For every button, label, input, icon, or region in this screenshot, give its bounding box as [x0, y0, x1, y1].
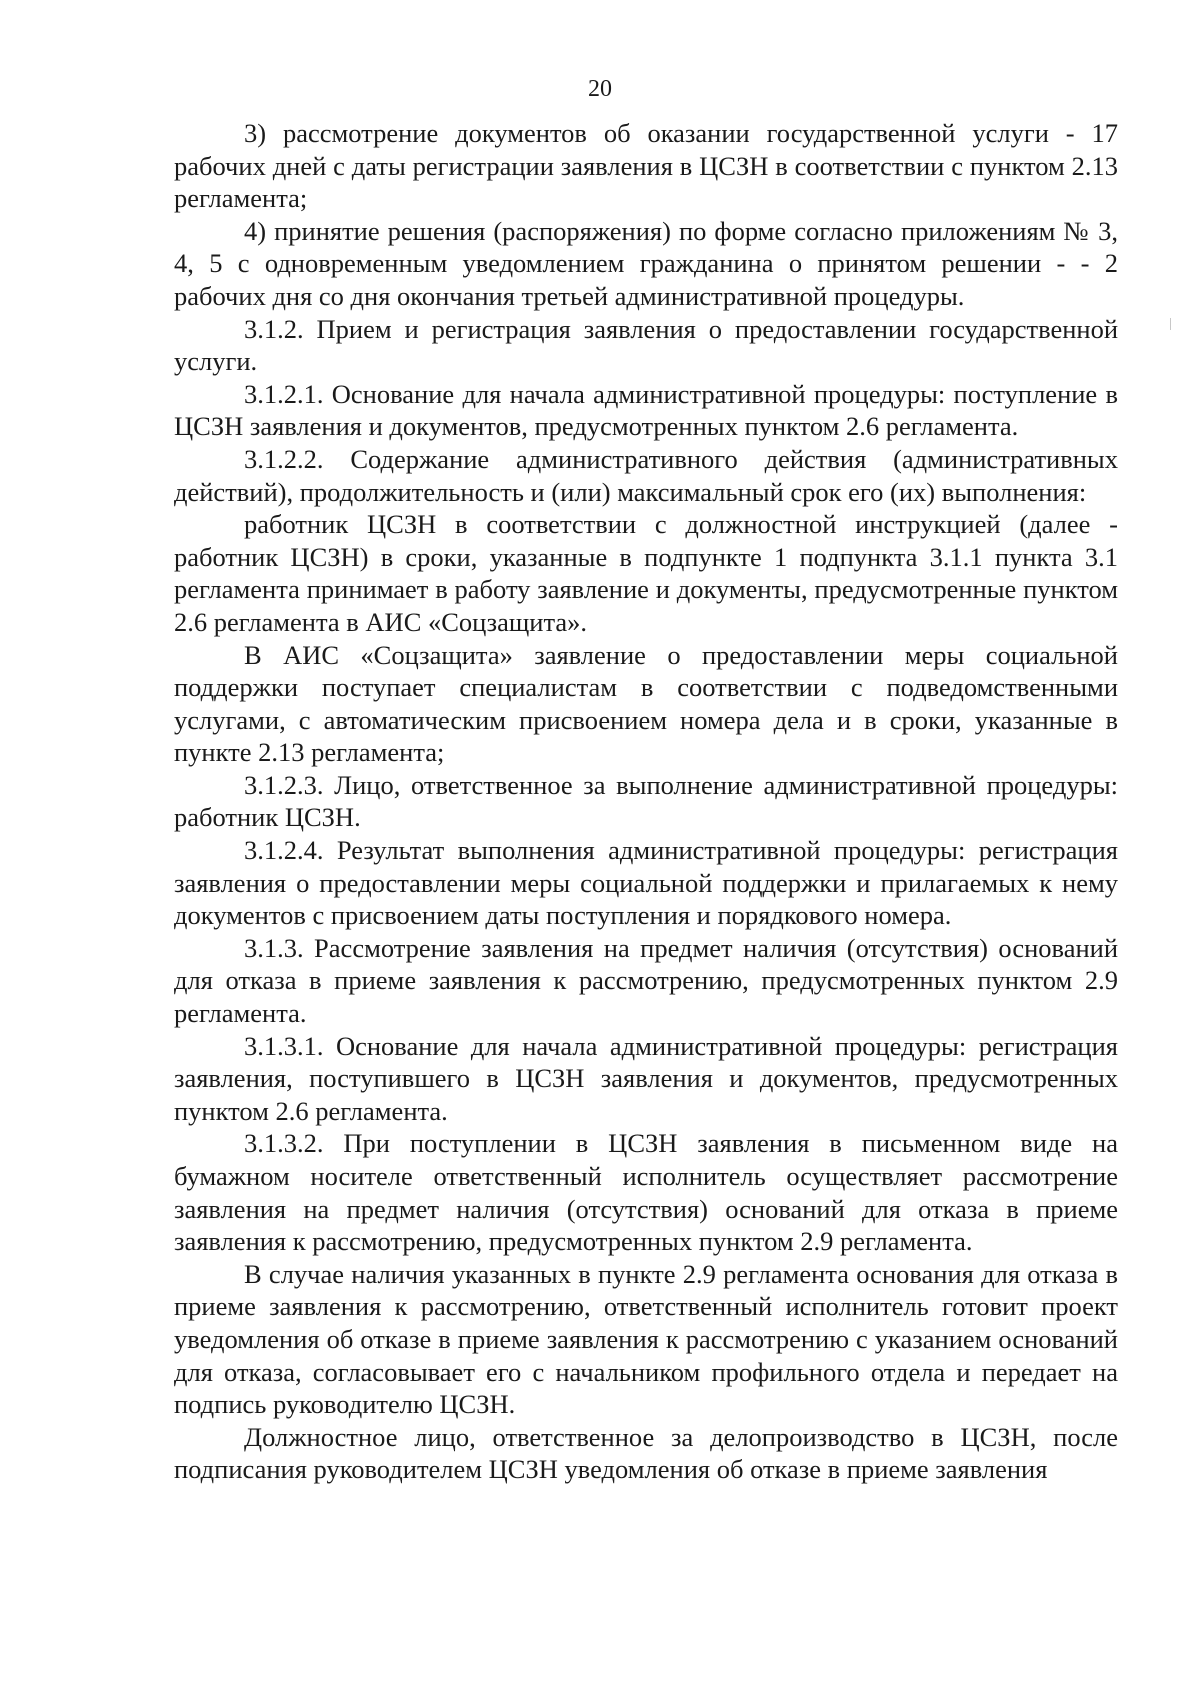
- paragraph-3-1-3: 3.1.3. Рассмотрение заявления на предмет наличия (отсутствия) оснований для отказа в приеме заявления к рассмотрению, предусмотренных пунктом 2.9 регламента.: [174, 932, 1118, 1029]
- paragraph-item-4: 4) принятие решения (распоряжения) по форме согласно приложениям № 3, 4, 5 с одновременным уведомлением гражданина о принятом решении - - 2 рабочих дня со дня окончания третьей административной процедуры.: [174, 215, 1118, 311]
- paragraph-3-1-3-2: 3.1.3.2. При поступлении в ЦСЗН заявления в письменном виде на бумажном носителе ответственный исполнитель осуществляет рассмотрение заявления на предмет наличия (отсутствия) оснований для отказа в приеме заявления к рассмотрению, предусмотренных пунктом 2.9 регламента.: [174, 1128, 1118, 1257]
- paragraph-3-1-2-1: 3.1.2.1. Основание для начала административной процедуры: поступление в ЦСЗН заявления и документов, предусмотренных пунктом 2.6 регламента.: [174, 378, 1118, 442]
- paragraph-worker-duties: работник ЦСЗН в соответствии с должностной инструкцией (далее - работник ЦСЗН) в сроки, указанные в подпункте 1 подпункта 3.1.1 пункта 3.1 регламента принимает в работу заявление и документы, предусмотренные пунктом 2.6 регламента в АИС «Соцзащита».: [174, 509, 1118, 637]
- document-body: [174, 117, 1118, 1486]
- page-number: 20: [588, 76, 612, 102]
- paragraph-refusal-case: В случае наличия указанных в пункте 2.9 регламента основания для отказа в приеме заявления к рассмотрению, ответственный исполнитель готовит проект уведомления об отказе в приеме заявления к рассмотрению с указанием оснований для отказа, согласовывает его с начальником профильного отдела и передает на подпись руководителю ЦСЗН.: [174, 1258, 1118, 1420]
- paragraph-official-person: Должностное лицо, ответственное за делопроизводство в ЦСЗН, после подписания руководителем ЦСЗН уведомления об отказе в приеме заявления: [174, 1421, 1118, 1485]
- paragraph-3-1-2-3: 3.1.2.3. Лицо, ответственное за выполнение административной процедуры: работник ЦСЗН.: [174, 769, 1118, 833]
- paragraph-3-1-3-1: 3.1.3.1. Основание для начала административной процедуры: регистрация заявления, поступившего в ЦСЗН заявления и документов, предусмотренных пунктом 2.6 регламента.: [174, 1030, 1118, 1126]
- paragraph-3-1-2-4: 3.1.2.4. Результат выполнения административной процедуры: регистрация заявления о предоставлении меры социальной поддержки и прилагаемых к нему документов с присвоением даты поступления и порядкового номера.: [174, 835, 1118, 931]
- paragraph-ais-socprotection: В АИС «Соцзащита» заявление о предоставлении меры социальной поддержки поступает специалистам в соответствии с подведомственными услугами, с автоматическим присвоением номера дела и в сроки, указанные в пункте 2.13 регламента;: [174, 639, 1118, 768]
- paragraph-item-3: 3) рассмотрение документов об оказании государственной услуги - 17 рабочих дней с даты регистрации заявления в ЦСЗН в соответствии с пунктом 2.13 регламента;: [174, 118, 1118, 214]
- scan-artifact-mark: [1170, 318, 1171, 330]
- paragraph-3-1-2-2: 3.1.2.2. Содержание административного действия (административных действий), продолжительность и (или) максимальный срок его (их) выполнения:: [174, 443, 1118, 507]
- paragraph-3-1-2: 3.1.2. Прием и регистрация заявления о предоставлении государственной услуги.: [174, 313, 1118, 377]
